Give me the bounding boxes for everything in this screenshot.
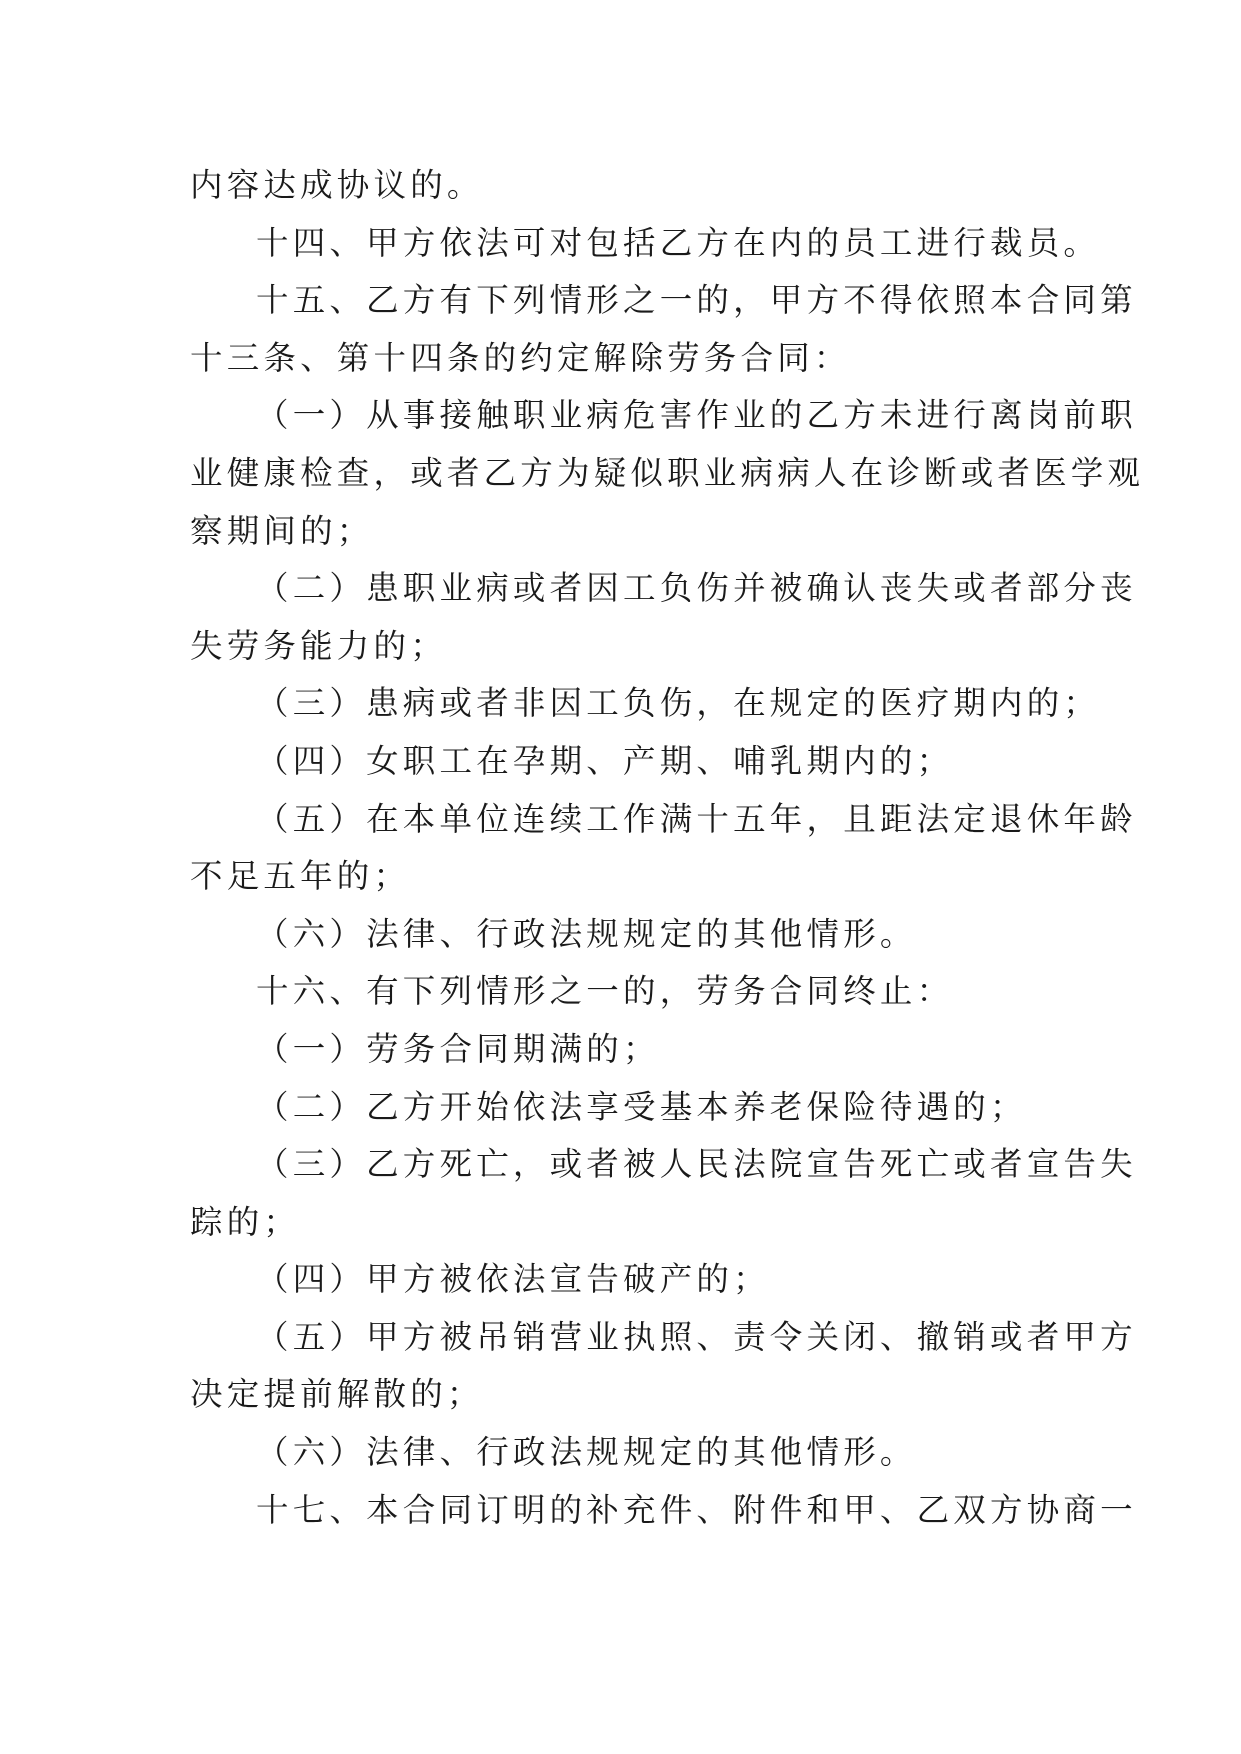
text-line: （二）患职业病或者因工负伤并被确认丧失或者部分丧 xyxy=(256,569,1137,608)
text-line: （五）甲方被吊销营业执照、责令关闭、撤销或者甲方 xyxy=(256,1317,1137,1356)
text-line: 失劳务能力的； xyxy=(190,626,447,665)
text-line: 决定提前解散的； xyxy=(190,1375,484,1414)
text-line: （六）法律、行政法规规定的其他情形。 xyxy=(256,1433,917,1472)
text-line: （四）女职工在孕期、产期、哺乳期内的； xyxy=(256,741,954,780)
text-line: 察期间的； xyxy=(190,511,374,550)
text-line: 踪的； xyxy=(190,1202,301,1241)
text-line: 不足五年的； xyxy=(190,857,411,896)
text-line: 业健康检查，或者乙方为疑似职业病病人在诊断或者医学观 xyxy=(190,453,1145,492)
text-line: 十三条、第十四条的约定解除劳务合同： xyxy=(190,338,851,377)
text-line: （六）法律、行政法规规定的其他情形。 xyxy=(256,914,917,953)
text-line: 十七、本合同订明的补充件、附件和甲、乙双方协商一 xyxy=(256,1490,1137,1529)
text-line: （五）在本单位连续工作满十五年，且距法定退休年龄 xyxy=(256,799,1137,838)
document-body xyxy=(190,157,1145,1539)
text-line: 十六、有下列情形之一的，劳务合同终止： xyxy=(256,972,954,1011)
text-line: （四）甲方被依法宣告破产的； xyxy=(256,1260,770,1299)
text-line: （一）从事接触职业病危害作业的乙方未进行离岗前职 xyxy=(256,396,1137,435)
text-line: （二）乙方开始依法享受基本养老保险待遇的； xyxy=(256,1087,1027,1126)
text-line: （一）劳务合同期满的； xyxy=(256,1029,660,1068)
text-line: 十五、乙方有下列情形之一的，甲方不得依照本合同第 xyxy=(256,281,1137,320)
text-line: （三）患病或者非因工负伤，在规定的医疗期内的； xyxy=(256,684,1101,723)
text-line: 十四、甲方依法可对包括乙方在内的员工进行裁员。 xyxy=(256,223,1101,262)
text-line: 内容达成协议的。 xyxy=(190,166,484,204)
text-line: （三）乙方死亡，或者被人民法院宣告死亡或者宣告失 xyxy=(256,1145,1137,1184)
